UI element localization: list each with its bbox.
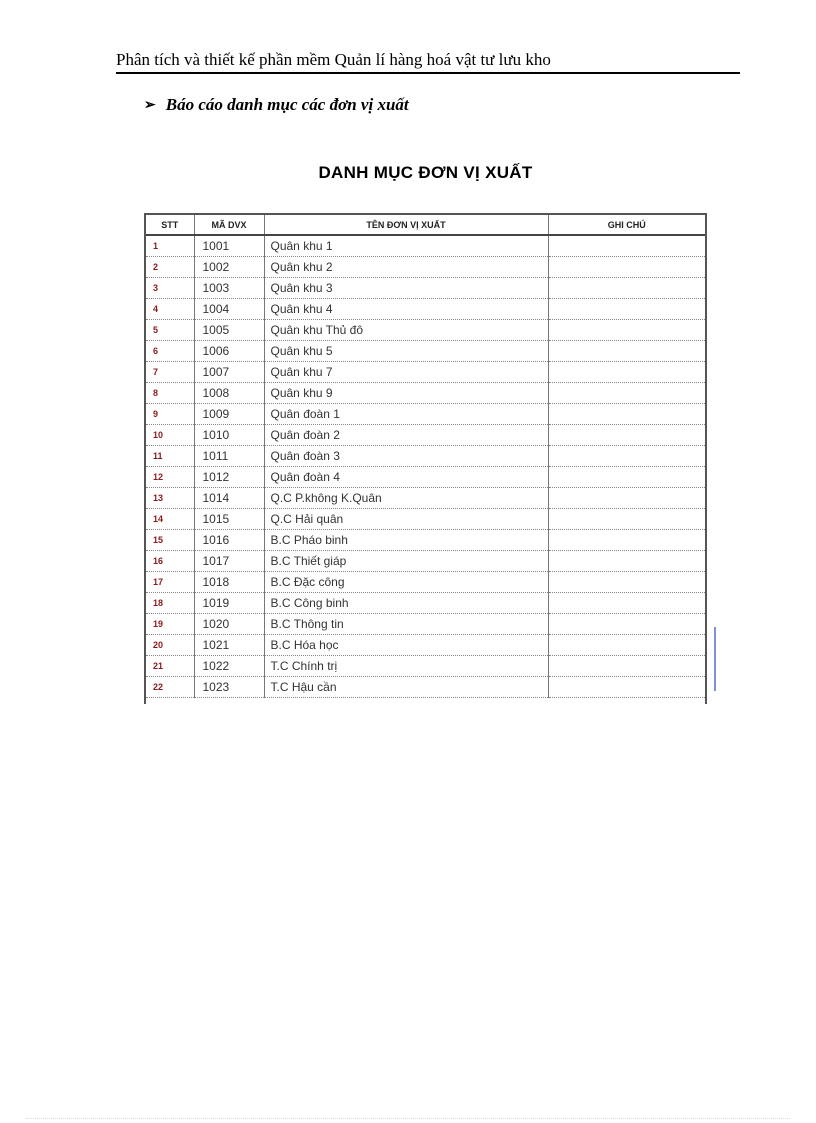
row-stt: 5	[146, 320, 194, 341]
row-ma-dvx: 1003	[194, 278, 264, 299]
report-table-body	[146, 235, 705, 698]
section-heading-text: Báo cáo danh mục các đơn vị xuất	[165, 95, 409, 114]
table-row	[146, 383, 705, 404]
table-row	[146, 530, 705, 551]
table-row	[146, 362, 705, 383]
row-ma-dvx: 1017	[194, 551, 264, 572]
page-header-text: Phân tích và thiết kế phần mềm Quản lí hàng hoá vật tư lưu kho	[116, 50, 551, 69]
row-ten-don-vi: B.C Pháo binh	[264, 530, 548, 551]
row-ghi-chu	[548, 299, 705, 320]
arrow-bullet-icon: ➢	[144, 98, 156, 113]
row-ma-dvx: 1022	[194, 656, 264, 677]
row-ghi-chu	[548, 425, 705, 446]
row-ghi-chu	[548, 635, 705, 656]
row-stt: 8	[146, 383, 194, 404]
row-ghi-chu	[548, 320, 705, 341]
row-stt: 6	[146, 341, 194, 362]
row-stt: 11	[146, 446, 194, 467]
row-ma-dvx: 1011	[194, 446, 264, 467]
margin-change-bar	[714, 627, 716, 691]
row-stt: 4	[146, 299, 194, 320]
row-stt: 10	[146, 425, 194, 446]
row-ghi-chu	[548, 593, 705, 614]
row-stt: 12	[146, 467, 194, 488]
table-row	[146, 446, 705, 467]
row-ma-dvx: 1004	[194, 299, 264, 320]
row-stt: 18	[146, 593, 194, 614]
row-ghi-chu	[548, 383, 705, 404]
row-ten-don-vi: T.C Chính trị	[264, 656, 548, 677]
row-ten-don-vi: Quân khu Thủ đô	[264, 320, 548, 341]
row-ten-don-vi: Quân đoàn 1	[264, 404, 548, 425]
row-ghi-chu	[548, 257, 705, 278]
table-row	[146, 235, 705, 257]
row-ghi-chu	[548, 467, 705, 488]
row-ghi-chu	[548, 341, 705, 362]
row-ma-dvx: 1010	[194, 425, 264, 446]
row-ma-dvx: 1023	[194, 677, 264, 698]
table-row	[146, 551, 705, 572]
row-stt: 22	[146, 677, 194, 698]
row-ghi-chu	[548, 446, 705, 467]
row-ghi-chu	[548, 572, 705, 593]
row-ten-don-vi: B.C Thông tin	[264, 614, 548, 635]
table-row	[146, 593, 705, 614]
row-ten-don-vi: B.C Thiết giáp	[264, 551, 548, 572]
table-row	[146, 572, 705, 593]
row-ten-don-vi: Quân khu 7	[264, 362, 548, 383]
table-row	[146, 257, 705, 278]
row-ghi-chu	[548, 677, 705, 698]
row-ghi-chu	[548, 614, 705, 635]
row-ten-don-vi: Quân khu 4	[264, 299, 548, 320]
row-ma-dvx: 1001	[194, 235, 264, 257]
row-ma-dvx: 1021	[194, 635, 264, 656]
row-ma-dvx: 1018	[194, 572, 264, 593]
row-stt: 19	[146, 614, 194, 635]
row-ten-don-vi: Quân đoàn 3	[264, 446, 548, 467]
row-ghi-chu	[548, 404, 705, 425]
row-ma-dvx: 1009	[194, 404, 264, 425]
row-ma-dvx: 1007	[194, 362, 264, 383]
row-stt: 20	[146, 635, 194, 656]
table-header-row	[146, 215, 705, 235]
row-stt: 16	[146, 551, 194, 572]
table-row	[146, 341, 705, 362]
row-stt: 14	[146, 509, 194, 530]
report-table	[146, 215, 705, 698]
column-header-ma-dvx: MÃ DVX	[194, 215, 264, 235]
row-ghi-chu	[548, 488, 705, 509]
column-header-stt: STT	[146, 215, 194, 235]
row-stt: 15	[146, 530, 194, 551]
row-ten-don-vi: Quân khu 2	[264, 257, 548, 278]
row-ma-dvx: 1008	[194, 383, 264, 404]
row-ghi-chu	[548, 509, 705, 530]
row-ma-dvx: 1019	[194, 593, 264, 614]
row-stt: 17	[146, 572, 194, 593]
row-stt: 21	[146, 656, 194, 677]
row-ghi-chu	[548, 656, 705, 677]
table-row	[146, 404, 705, 425]
row-ma-dvx: 1006	[194, 341, 264, 362]
table-row	[146, 467, 705, 488]
row-ten-don-vi: B.C Đặc công	[264, 572, 548, 593]
row-ten-don-vi: Quân khu 3	[264, 278, 548, 299]
table-row	[146, 614, 705, 635]
row-ten-don-vi: T.C Hậu cần	[264, 677, 548, 698]
row-ten-don-vi: Quân khu 9	[264, 383, 548, 404]
row-ten-don-vi: B.C Hóa học	[264, 635, 548, 656]
page-footer-line	[26, 1118, 790, 1119]
row-ten-don-vi: Q.C Hải quân	[264, 509, 548, 530]
row-ten-don-vi: Quân khu 1	[264, 235, 548, 257]
row-ma-dvx: 1015	[194, 509, 264, 530]
row-ghi-chu	[548, 278, 705, 299]
row-ten-don-vi: Quân đoàn 2	[264, 425, 548, 446]
table-row	[146, 656, 705, 677]
table-row	[146, 278, 705, 299]
row-ma-dvx: 1014	[194, 488, 264, 509]
row-ma-dvx: 1005	[194, 320, 264, 341]
row-stt: 13	[146, 488, 194, 509]
table-row	[146, 635, 705, 656]
row-ma-dvx: 1002	[194, 257, 264, 278]
column-header-ghi-chu: GHI CHÚ	[548, 215, 705, 235]
row-ten-don-vi: Quân đoàn 4	[264, 467, 548, 488]
row-ma-dvx: 1016	[194, 530, 264, 551]
table-row	[146, 320, 705, 341]
table-row	[146, 677, 705, 698]
table-row	[146, 488, 705, 509]
row-stt: 7	[146, 362, 194, 383]
row-ghi-chu	[548, 551, 705, 572]
row-ma-dvx: 1020	[194, 614, 264, 635]
row-stt: 9	[146, 404, 194, 425]
row-ten-don-vi: Q.C P.không K.Quân	[264, 488, 548, 509]
table-row	[146, 299, 705, 320]
row-stt: 3	[146, 278, 194, 299]
row-ten-don-vi: Quân khu 5	[264, 341, 548, 362]
row-ghi-chu	[548, 362, 705, 383]
row-ghi-chu	[548, 530, 705, 551]
page-header	[116, 48, 740, 74]
report-title: DANH MỤC ĐƠN VỊ XUẤT	[318, 163, 533, 182]
section-heading	[144, 95, 409, 115]
table-row	[146, 509, 705, 530]
row-stt: 1	[146, 235, 194, 257]
report-table-frame	[144, 213, 707, 704]
table-row	[146, 425, 705, 446]
row-stt: 2	[146, 257, 194, 278]
row-ghi-chu	[548, 235, 705, 257]
row-ten-don-vi: B.C Công binh	[264, 593, 548, 614]
row-ma-dvx: 1012	[194, 467, 264, 488]
column-header-ten-don-vi: TÊN ĐƠN VỊ XUẤT	[264, 215, 548, 235]
